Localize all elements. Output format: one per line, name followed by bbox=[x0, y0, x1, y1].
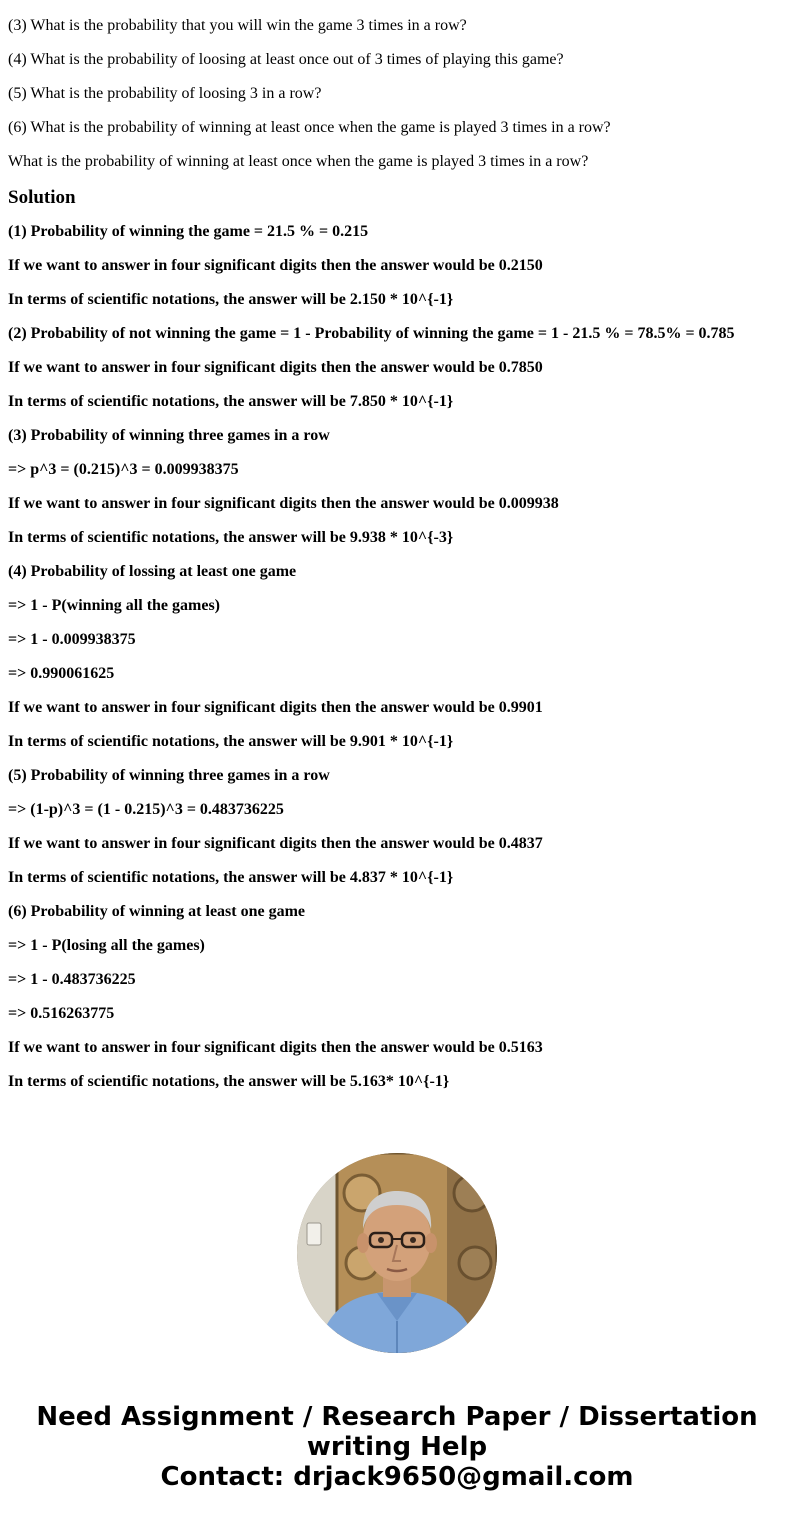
banner-line-1: Need Assignment / Research Paper / Dissertation bbox=[36, 1402, 758, 1432]
solution-line: (1) Probability of winning the game = 21.5 % = 0.215 bbox=[8, 223, 369, 240]
contact-email[interactable]: Contact: drjack9650@gmail.com bbox=[160, 1462, 634, 1492]
solution-line: (4) Probability of lossing at least one game bbox=[8, 563, 297, 580]
solution-line: If we want to answer in four significant digits then the answer would be 0.9901 bbox=[8, 699, 543, 716]
solution-line: => 1 - 0.483736225 bbox=[8, 971, 136, 988]
solution-line: In terms of scientific notations, the answer will be 9.901 * 10^{-1} bbox=[8, 733, 454, 750]
solution-line: (2) Probability of not winning the game = 1 - Probability of winning the game = 1 - 21.5 % = 78.5% = 0.785 bbox=[8, 325, 735, 342]
solution-line: In terms of scientific notations, the answer will be 2.150 * 10^{-1} bbox=[8, 291, 454, 308]
solution-line: If we want to answer in four significant digits then the answer would be 0.5163 bbox=[8, 1039, 543, 1056]
author-portrait-icon bbox=[297, 1153, 497, 1353]
author-avatar bbox=[297, 1153, 497, 1353]
solution-heading: Solution bbox=[8, 187, 76, 208]
solution-line: If we want to answer in four significant digits then the answer would be 0.009938 bbox=[8, 495, 559, 512]
solution-line: In terms of scientific notations, the answer will be 7.850 * 10^{-1} bbox=[8, 393, 454, 410]
question-2 bbox=[8, 0, 788, 1]
solution-line: => 0.990061625 bbox=[8, 665, 115, 682]
solution-line: => 1 - P(losing all the games) bbox=[8, 937, 205, 954]
question-extra: What is the probability of winning at least once when the game is played 3 times in a row? bbox=[8, 153, 589, 170]
question-4: (4) What is the probability of loosing at least once out of 3 times of playing this game? bbox=[8, 51, 564, 68]
contact-banner bbox=[0, 1402, 794, 1492]
solution-line: => 1 - 0.009938375 bbox=[8, 631, 136, 648]
solution-line: If we want to answer in four significant digits then the answer would be 0.7850 bbox=[8, 359, 543, 376]
solution-line: => p^3 = (0.215)^3 = 0.009938375 bbox=[8, 461, 239, 478]
solution-line: If we want to answer in four significant digits then the answer would be 0.4837 bbox=[8, 835, 543, 852]
banner-line-2: writing Help bbox=[306, 1432, 488, 1462]
solution-line: In terms of scientific notations, the answer will be 9.938 * 10^{-3} bbox=[8, 529, 454, 546]
document-body bbox=[8, 0, 788, 1107]
solution-line: => (1-p)^3 = (1 - 0.215)^3 = 0.483736225 bbox=[8, 801, 284, 818]
solution-lines bbox=[8, 223, 788, 1091]
solution-line: In terms of scientific notations, the answer will be 4.837 * 10^{-1} bbox=[8, 869, 454, 886]
solution-line: (6) Probability of winning at least one game bbox=[8, 903, 306, 920]
question-6: (6) What is the probability of winning at least once when the game is played 3 times in a row? bbox=[8, 119, 611, 136]
question-3: (3) What is the probability that you will win the game 3 times in a row? bbox=[8, 17, 467, 34]
solution-line: (5) Probability of winning three games in a row bbox=[8, 767, 330, 784]
solution-line: => 1 - P(winning all the games) bbox=[8, 597, 221, 614]
solution-line: In terms of scientific notations, the answer will be 5.163* 10^{-1} bbox=[8, 1073, 450, 1090]
solution-line: If we want to answer in four significant digits then the answer would be 0.2150 bbox=[8, 257, 543, 274]
solution-line: => 0.516263775 bbox=[8, 1005, 115, 1022]
solution-line: (3) Probability of winning three games in a row bbox=[8, 427, 330, 444]
question-5: (5) What is the probability of loosing 3 in a row? bbox=[8, 85, 322, 102]
